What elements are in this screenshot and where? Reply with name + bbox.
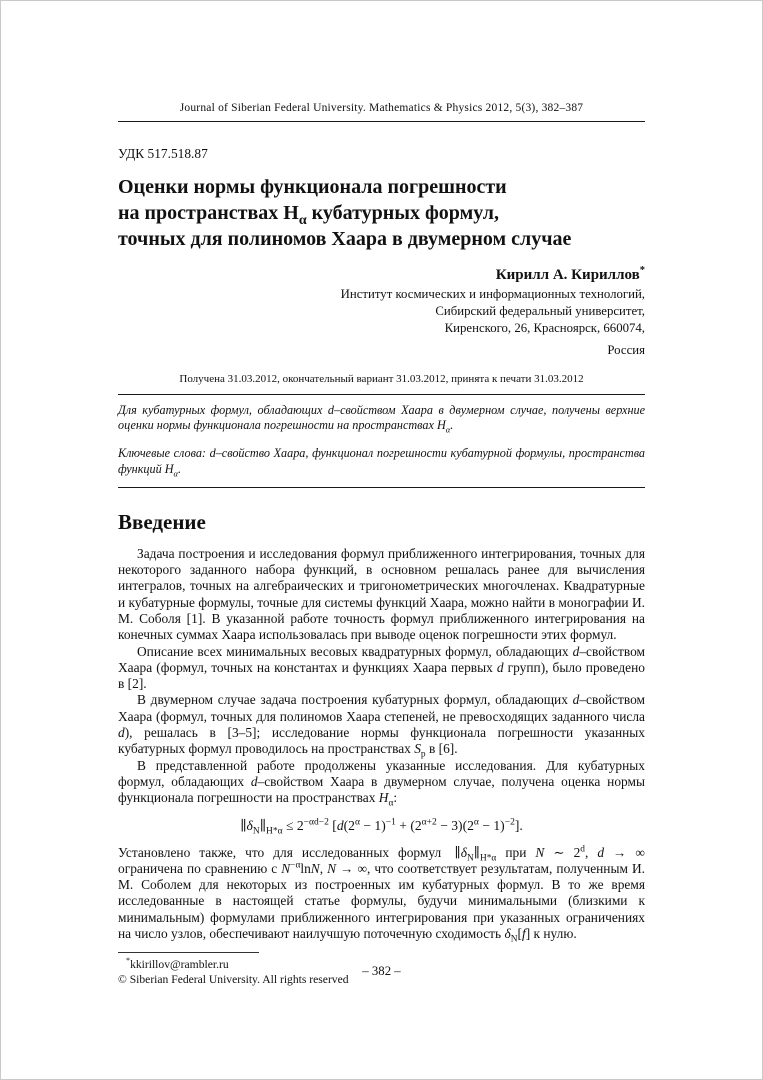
article-body [118,546,645,943]
abstract-top-rule [118,394,645,395]
affiliation-line: Киренского, 26, Красноярск, 660074, [444,320,645,335]
paragraph: В двумерном случае задача построения кубатурных формул, обладающих d–свойством Хаара (формул, точных для полиномов Хаара степеней, не превосходящих заданного числа d), решалась в [3–5]; исследование нормы функционала погрешности указанных кубатурных формул проводилось на пространствах $S_p$ в [6]. [118,692,645,761]
keywords-text: Ключевые слова: d–свойство Хаара, функционал погрешности кубатурной формулы, пространства функций $H_\alpha$. [118,446,646,479]
received-dates: Получена 31.03.2012, окончательный вариант 31.03.2012, принята к печати 31.03.2012 [179,372,584,385]
paragraph: Описание всех минимальных весовых квадратурных формул, обладающих d–свойством Хаара (формул, точных на константах и функциях Хаара первых d групп), было проведено в [2]. [118,643,645,692]
footnote-email: *kkirillov@rambler.ru [126,956,229,972]
affiliation-line: Институт космических и информационных технологий, [340,287,645,301]
header-rule [118,121,645,122]
udc-code: УДК 517.518.87 [118,146,208,161]
author-affiliation [118,286,645,359]
affiliation-country: Россия [607,342,645,357]
footnote-copyright: © Siberian Federal University. All rights reserved [118,973,349,987]
page-number: – 382 – [362,964,401,978]
journal-header: Journal of Siberian Federal University. Mathematics & Physics 2012, 5(3), 382–387 [179,102,584,114]
section-heading-introduction: Введение [118,509,206,534]
footnote-rule [118,952,259,953]
article-title: Оценки нормы функционала погрешности на пространствах $H_\alpha$ кубатурных формул, точных для полиномов Хаара в двумерном случае [118,176,572,250]
author-name: Кирилл А. Кириллов* [495,265,645,283]
page-content [118,1,645,987]
author-block [118,266,645,359]
paragraph: Установлено также, что для исследованных формул $\parallel\delta_N\parallel_{H*\alpha}$ при N ∼ 2$^d$, d → ∞ ограничена по сравнению с $N^{-\alpha}\ln N$, N → ∞, что соответствует результатам, полученным И. М. Соболем для некоторых из построенных им кубатурных формул. В то же время исследованные в настоящей статье формулы, будучи минимальными (близкими к минимальным) формулами приближенного интегрирования при указанных ограничениях на число узлов, обеспечивают наилучшую поточечную сходимость $\delta_N[f]$ к нулю. [118,844,645,945]
affiliation-line: Сибирский федеральный университет, [435,303,645,318]
display-formula: $\parallel\delta_N\parallel_{H*\alpha} \le 2^{-\alpha d-2}$ $[d(2^\alpha - 1)^{-1} + (2^{\alpha+2} - 3)(2^\alpha - 1)^{-2}]$. [240,817,523,837]
paragraph: В представленной работе продолжены указанные исследования. Для кубатурных формул, обладающих d–свойством Хаара в двумерном случае, получена оценка нормы функционала погрешности на пространствах $H_\alpha$: [118,757,645,809]
abstract-text: Для кубатурных формул, обладающих d–свойством Хаара в двумерном случае, получены верхние оценки нормы функционала погрешности на пространствах $H_\alpha$. [118,402,645,435]
paragraph: Задача построения и исследования формул приближенного интегрирования, точных для некоторого заданного набора функций, в основном решалась ранее для вычисления интегралов, точных на алгебраических и тригонометрических многочленах. Квадратурные и кубатурные формулы, точные для системы функций Хаара, можно найти в монографии И. М. Соболя [1]. В указанной работе точность формул приближенного интегрирования на конечных суммах Хаара использовалась при выводе оценок погрешности этих формул. [118,545,645,643]
abstract-bottom-rule [118,487,645,488]
